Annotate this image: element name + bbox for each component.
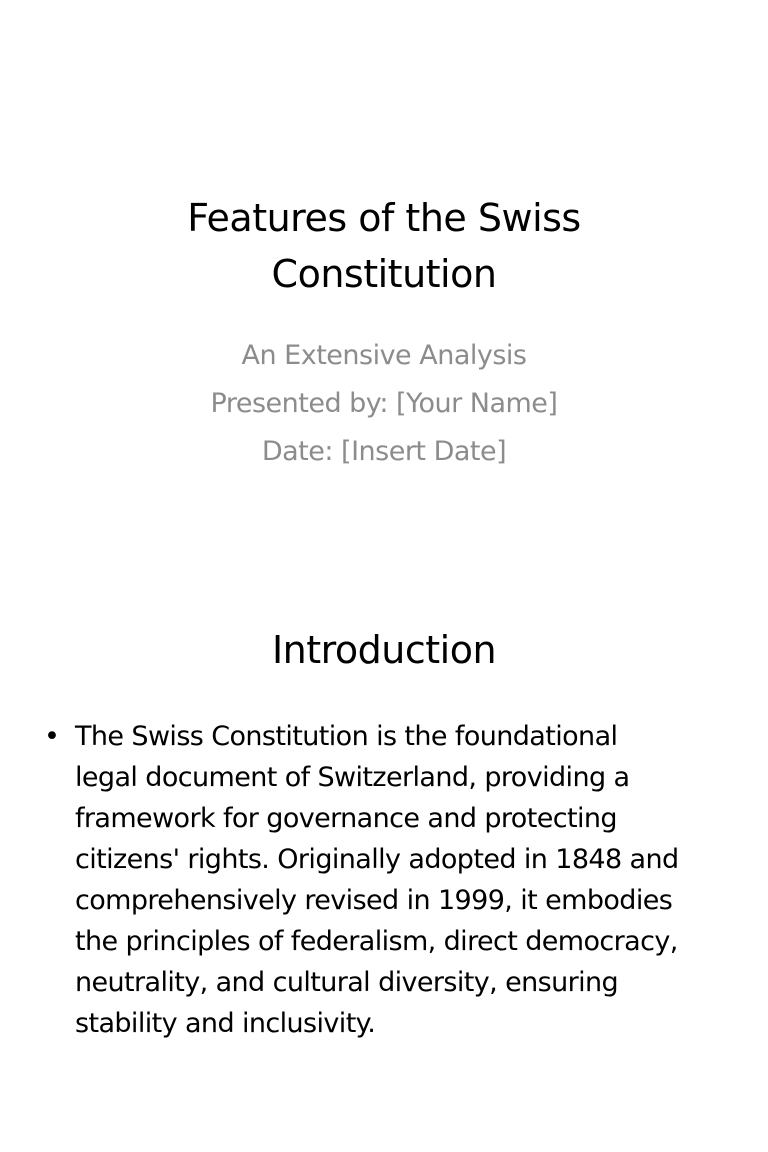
slide-title-line: Constitution [271, 252, 497, 296]
presenter-line: Presented by: [Your Name] [210, 388, 558, 419]
date-line: Date: [Insert Date] [261, 436, 507, 467]
bullet-list [38, 716, 738, 1044]
bullet-text-line: legal document of Switzerland, providing a [75, 762, 630, 793]
bullet-text-line: stability and inclusivity. [75, 1008, 376, 1039]
bullet-text-line: citizens' rights. Originally adopted in 1848 and [75, 844, 679, 875]
bullet-item [38, 716, 738, 1044]
bullet-text-line: comprehensively revised in 1999, it embodies [75, 885, 673, 916]
introduction-slide [0, 576, 768, 1152]
bullet-text-line: neutrality, and cultural diversity, ensuring [75, 967, 619, 998]
slide-subtitle [114, 332, 654, 476]
slide-title-line: Features of the Swiss [187, 196, 581, 240]
bullet-text-line: The Swiss Constitution is the foundational [75, 721, 618, 752]
bullet-text-line: the principles of federalism, direct democracy, [75, 926, 678, 957]
bullet-text-line: framework for governance and protecting [75, 803, 617, 834]
subtitle-line: An Extensive Analysis [241, 340, 527, 371]
slide-title [114, 190, 654, 302]
bullet-marker: • [44, 721, 60, 752]
slide-title: Introduction [271, 628, 497, 672]
